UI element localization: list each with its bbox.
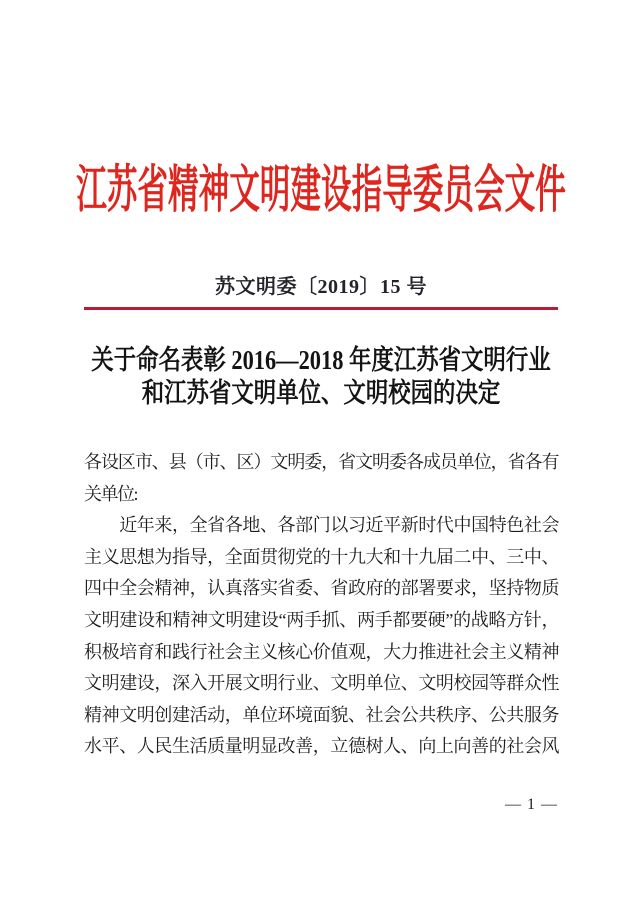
body-line: 精神文明创建活动，单位环境面貌、社会公共秩序、公共服务 xyxy=(84,704,558,725)
page-number: — 1 — xyxy=(505,796,558,813)
salutation-line-1: 各设区市、县（市、区）文明委，省文明委各成员单位，省各有 xyxy=(84,452,558,472)
salutation-line-2: 关单位: xyxy=(84,483,138,504)
body-line: 主义思想为指导，全面贯彻党的十九大和十九届二中、三中、 xyxy=(84,546,558,567)
document-title-line-1: 关于命名表彰 2016—2018 年度江苏省文明行业 xyxy=(91,345,551,375)
body-line: 水平、人民生活质量明显改善，立德树人、向上向善的社会风 xyxy=(84,736,558,757)
letterhead-org-title: 江苏省精神文明建设指导委员会文件 xyxy=(76,163,566,219)
body-line: 四中全会精神，认真落实省委、省政府的部署要求，坚持物质 xyxy=(84,578,558,599)
doc-number: 苏文明委〔2019〕15 号 xyxy=(215,276,427,298)
document-title xyxy=(0,344,642,410)
letterhead xyxy=(0,161,642,221)
body-line: 文明建设和精神文明建设“两手抓、两手都要硬”的战略方针， xyxy=(84,609,558,630)
red-divider-line xyxy=(84,307,558,310)
body-line: 近年来，全省各地、各部门以习近平新时代中国特色社会 xyxy=(84,515,558,536)
body-line: 文明建设，深入开展文明行业、文明单位、文明校园等群众性 xyxy=(84,673,558,694)
body-line: 积极培育和践行社会主义核心价值观，大力推进社会主义精神 xyxy=(84,641,558,662)
document-body xyxy=(84,447,558,763)
document-title-line-2: 和江苏省文明单位、文明校园的决定 xyxy=(141,378,501,408)
